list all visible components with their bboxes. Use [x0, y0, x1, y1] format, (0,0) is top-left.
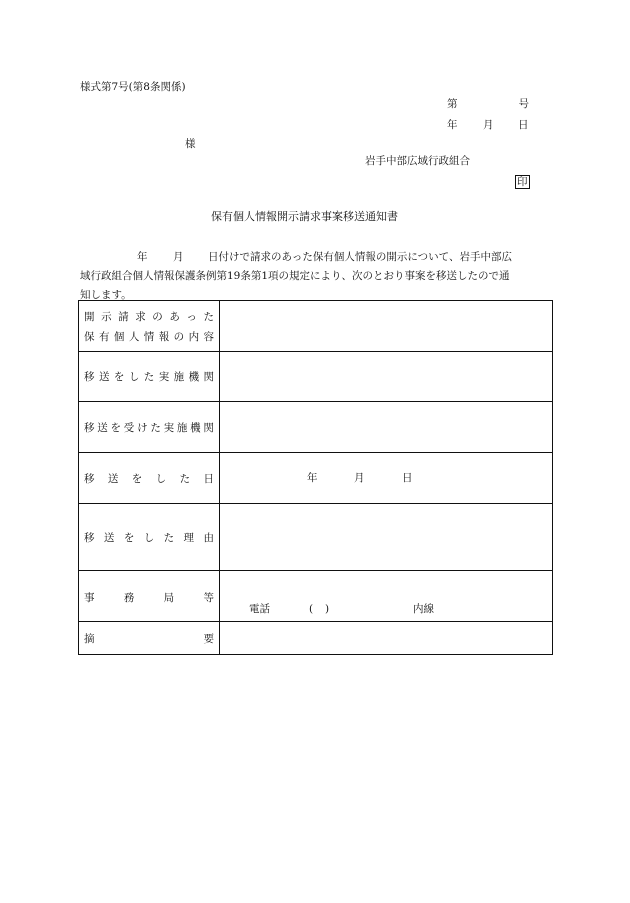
label-char: 請: [118, 310, 129, 323]
label-char: 要: [203, 632, 214, 645]
issuer-name: 岩手中部広域行政組合: [365, 155, 470, 167]
label-char: 送: [107, 472, 119, 485]
phone-paren-open: (: [309, 603, 314, 615]
label-char: た: [150, 421, 161, 434]
label-request-content-line-1: [84, 309, 214, 324]
row-secretariat: [79, 571, 553, 622]
transfer-details-table: [78, 300, 553, 655]
label-char: 施: [176, 421, 188, 434]
intro-paragraph: [80, 248, 552, 305]
label-char: 機: [188, 371, 200, 383]
label-char: の: [152, 310, 163, 323]
label-char: た: [143, 371, 155, 383]
value-transferring-agency[interactable]: [220, 352, 553, 402]
intro-year: 年: [137, 251, 148, 263]
label-char: た: [163, 531, 175, 544]
label-char: 容: [203, 330, 214, 343]
phone-label: 電話: [249, 603, 270, 615]
label-char: 由: [203, 531, 214, 544]
row-receiving-agency: [79, 402, 553, 453]
label-char: 移: [84, 531, 95, 544]
label-char: 摘: [84, 632, 95, 645]
value-remarks[interactable]: [220, 622, 553, 655]
label-char: 示: [101, 310, 112, 323]
label-char: 実: [163, 421, 175, 434]
label-char: 施: [173, 371, 185, 383]
doc-number-suffix: 号: [518, 98, 529, 110]
label-char: 移: [84, 472, 95, 485]
row-request-content: [79, 301, 553, 352]
label-transferring-agency-text: [84, 369, 214, 384]
label-request-content: [79, 301, 220, 352]
date-year: 年: [447, 119, 458, 131]
label-char: を: [113, 371, 125, 383]
value-receiving-agency[interactable]: [220, 402, 553, 453]
label-char: 人: [128, 330, 140, 343]
label-char: 情: [143, 330, 155, 343]
label-transfer-reason-text: [84, 530, 214, 545]
label-char: 局: [163, 592, 175, 604]
label-char: を: [110, 421, 122, 434]
label-char: 送: [97, 421, 108, 434]
date-day: 日: [518, 119, 529, 131]
label-secretariat: [79, 571, 220, 622]
label-char: っ: [186, 310, 197, 323]
label-receiving-agency-text: [84, 420, 214, 435]
label-char: 受: [123, 421, 135, 434]
label-char: 開: [84, 310, 95, 323]
phone-paren-close: ): [325, 603, 330, 615]
label-char: 事: [84, 592, 95, 604]
label-char: た: [179, 472, 191, 485]
label-transfer-date-text: [84, 471, 214, 486]
recipient-suffix: 様: [185, 138, 196, 150]
label-char: 個: [113, 330, 125, 343]
value-request-content[interactable]: [220, 301, 553, 352]
document-title: 保有個人情報開示請求事案移送通知書: [211, 210, 398, 223]
transfer-date-month: 月: [354, 472, 365, 484]
value-secretariat[interactable]: [220, 571, 553, 622]
label-char: の: [173, 330, 185, 343]
intro-line-2: 域行政組合個人情報保護条例第19条第1項の規定により、次のとおり事案を移送したので通: [80, 270, 510, 282]
row-transferring-agency: [79, 352, 553, 402]
doc-number-prefix: 第: [447, 98, 458, 110]
label-transfer-date: [79, 453, 220, 504]
label-char: た: [203, 310, 214, 323]
label-receiving-agency: [79, 402, 220, 453]
intro-month: 月: [173, 251, 184, 263]
value-transfer-reason[interactable]: [220, 504, 553, 571]
label-char: 移: [84, 371, 95, 383]
label-char: あ: [169, 310, 180, 323]
label-char: 関: [203, 421, 214, 434]
label-char: 関: [203, 371, 214, 383]
label-char: 送: [103, 531, 115, 544]
intro-line-1: [80, 248, 552, 267]
form-number: 様式第7号(第8条関係): [80, 81, 186, 93]
extension-label: 内線: [413, 603, 434, 615]
label-char: 実: [158, 371, 170, 383]
label-char: し: [128, 371, 140, 383]
label-char: 務: [123, 592, 135, 604]
date-month: 月: [483, 119, 494, 131]
label-remarks: [79, 622, 220, 655]
row-transfer-reason: [79, 504, 553, 571]
transfer-date-day: 日: [402, 472, 413, 484]
row-remarks: [79, 622, 553, 655]
label-remarks-text: [84, 631, 214, 646]
label-char: 求: [135, 310, 146, 323]
label-char: 内: [188, 330, 200, 343]
label-char: 理: [183, 531, 195, 544]
label-char: 等: [203, 592, 214, 604]
label-char: 報: [158, 330, 170, 343]
intro-line-1-text: 日付けで請求のあった保有個人情報の開示について、岩手中部広: [208, 251, 512, 263]
label-char: し: [155, 472, 167, 485]
label-char: 送: [98, 371, 110, 383]
label-char: 移: [84, 421, 95, 434]
label-transferring-agency: [79, 352, 220, 402]
label-char: 機: [190, 421, 201, 434]
label-char: を: [123, 531, 135, 544]
label-char: 保: [84, 330, 95, 343]
label-transfer-reason: [79, 504, 220, 571]
document-number: [447, 99, 529, 110]
label-secretariat-text: [84, 590, 214, 605]
label-char: を: [131, 472, 143, 485]
label-char: け: [137, 421, 148, 434]
transfer-date-year: 年: [307, 472, 318, 484]
label-request-content-line-2: [84, 329, 214, 344]
intro-line-3: 知します。: [80, 289, 132, 301]
seal-mark: 印: [517, 176, 528, 188]
label-char: 有: [98, 330, 110, 343]
row-transfer-date: [79, 453, 553, 504]
label-char: し: [143, 531, 155, 544]
label-char: 日: [203, 472, 214, 485]
value-transfer-date[interactable]: [220, 453, 553, 504]
